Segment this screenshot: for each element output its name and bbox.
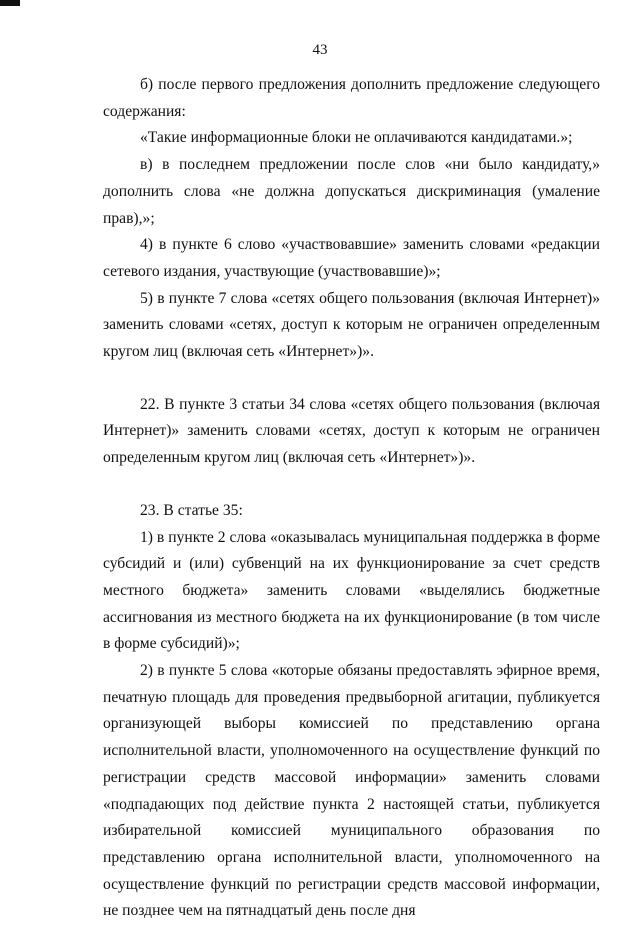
- document-body: [103, 72, 600, 925]
- paragraph-b-amendment: б) после первого предложения дополнить предложение следующего содержания:: [103, 76, 600, 120]
- paragraph-item-5: 5) в пункте 7 слова «сетях общего пользования (включая Интернет)» заменить словами «сетях, доступ к которым не ограничен определенным кругом лиц (включая сеть «Интернет»)».: [103, 289, 600, 361]
- paragraph-section-23-heading: 23. В статье 35:: [140, 501, 243, 519]
- paragraph-section-23-item-2: 2) в пункте 5 слова «которые обязаны предоставлять эфирное время, печатную площадь для проведения предвыборной агитации, публикуется организующей выборы комиссией по представлению органа исполнительной власти, уполномоченного на осуществление функций по регистрации средств массовой информации» заменить словами «подпадающих под действие пункта 2 настоящей статьи, публикуется избирательной комиссией муниципального образования по представлению органа исполнительной власти, уполномоченного на осуществление функций по регистрации средств массовой информации, не позднее чем на пятнадцатый день после дня: [103, 662, 600, 920]
- paragraph-section-23-item-1: 1) в пункте 2 слова «оказывалась муниципальная поддержка в форме субсидий и (или) субвенций на их функционирование за счет средств местного бюджета» заменить словами «выделялись бюджетные ассигнования из местного бюджета на их функционирование (в том числе в форме субсидий)»;: [103, 528, 600, 653]
- paragraph-item-4: 4) в пункте 6 слово «участвовавшие» заменить словами «редакции сетевого издания, участвующие (участвовавшие)»;: [103, 236, 600, 280]
- scan-corner-mark: [0, 0, 20, 6]
- paragraph-section-22: 22. В пункте 3 статьи 34 слова «сетях общего пользования (включая Интернет)» заменить словами «сетях, доступ к которым не ограничен определенным кругом лиц (включая сеть «Интернет»)».: [103, 395, 600, 467]
- page-number: 43: [312, 42, 328, 58]
- paragraph-quoted-sentence: «Такие информационные блоки не оплачиваются кандидатами.»;: [140, 129, 573, 147]
- paragraph-v-amendment: в) в последнем предложении после слов «ни было кандидату,» дополнить слова «не должна допускаться дискриминация (умаление прав),»;: [103, 156, 600, 227]
